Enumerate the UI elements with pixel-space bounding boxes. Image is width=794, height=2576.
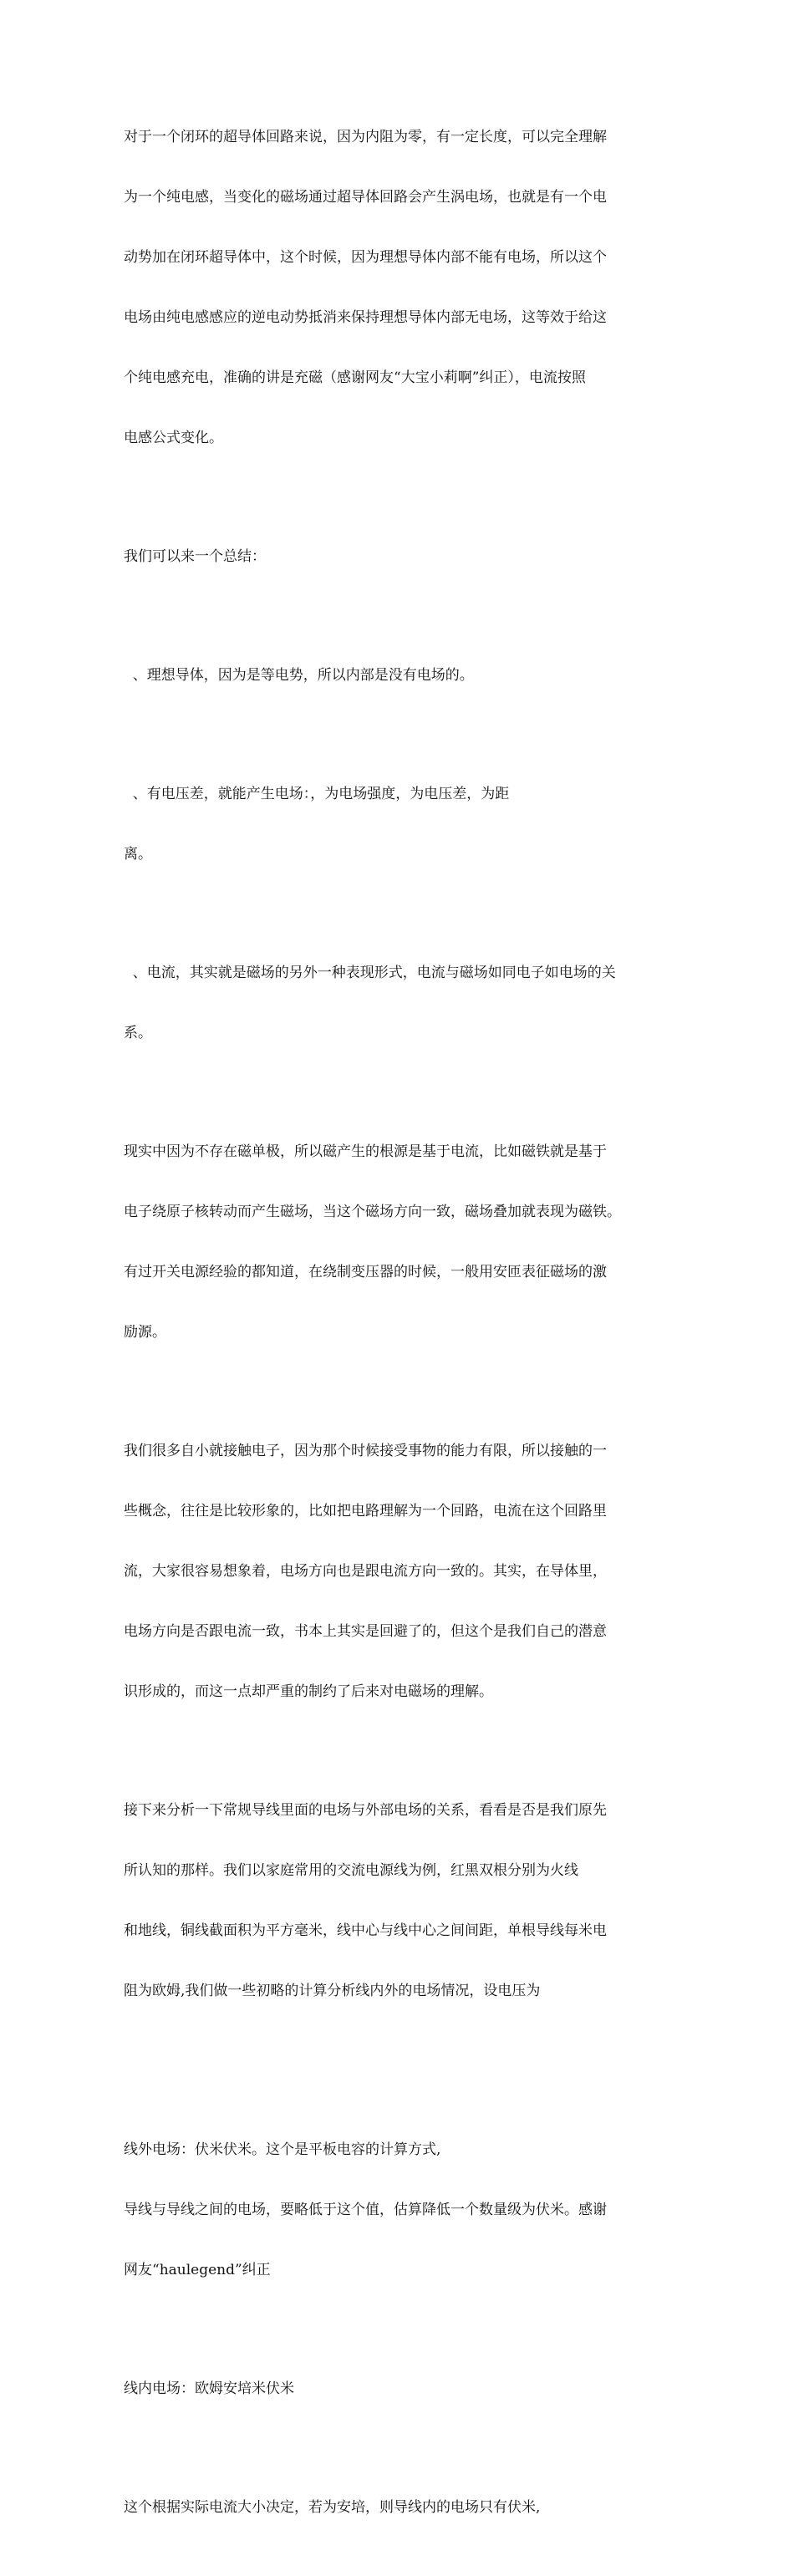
text-line: 线外电场：伏米伏米。这个是平板电容的计算方式, (124, 2141, 441, 2158)
text-line: 为一个纯电感，当变化的磁场通过超导体回路会产生涡电场，也就是有一个电 (124, 189, 607, 206)
text-line: 动势加在闭环超导体中，这个时候，因为理想导体内部不能有电场，所以这个 (124, 249, 607, 266)
text-line: 阻为欧姆,我们做一些初略的计算分析线内外的电场情况，设电压为 (124, 1983, 541, 1999)
text-line: 电子绕原子核转动而产生磁场，当这个磁场方向一致，磁场叠加就表现为磁铁。 (124, 1204, 621, 1220)
text-line: 有过开关电源经验的都知道，在绕制变压器的时候，一般用安匝表征磁场的激 (124, 1264, 607, 1280)
text-line: 、理想导体，因为是等电势，所以内部是没有电场的。 (124, 667, 474, 684)
summary-point-2 (124, 744, 684, 904)
text-line: 个纯电感充电，准确的讲是充磁（感谢网友“大宝小莉啊”纠正），电流按照 (124, 369, 586, 386)
paragraph-inner-field (124, 2339, 684, 2439)
text-line: 线内电场：欧姆安培米伏米 (124, 2380, 294, 2397)
text-line: 、电流，其实就是磁场的另外一种表现形式，电流与磁场如同电子如电场的关 (124, 965, 616, 981)
text-line: 我们可以来一个总结： (124, 548, 266, 565)
text-line: 识形成的，而这一点却严重的制约了后来对电磁场的理解。 (124, 1683, 493, 1700)
text-line: 电感公式变化。 (124, 430, 223, 446)
paragraph-wire-analysis (124, 1760, 684, 2041)
text-line: 系。 (124, 1025, 152, 1041)
paragraph-summary-intro (124, 507, 684, 607)
summary-point-3 (124, 923, 684, 1083)
text-line: 些概念，往往是比较形象的，比如把电路理解为一个回路，电流在这个回路里 (124, 1503, 607, 1520)
text-line: 这个根据实际电流大小决定，若为安培，则导线内的电场只有伏米, (124, 2499, 541, 2516)
paragraph-childhood-concepts (124, 1401, 684, 1742)
text-line: 接下来分析一下常规导线里面的电场与外部电场的关系，看看是否是我们原先 (124, 1802, 607, 1819)
text-line: 电场由纯电感感应的逆电动势抵消来保持理想导体内部无电场，这等效于给这 (124, 309, 607, 326)
paragraph-superconductor-loop (124, 87, 684, 488)
paragraph-current-dependence (124, 2457, 684, 2558)
text-line: 网友“haulegend”纠正 (124, 2262, 271, 2278)
spacer (124, 2059, 684, 2100)
text-line: 、有电压差，就能产生电场：，为电场强度，为电压差，为距 (124, 786, 510, 802)
text-line: 和地线，铜线截面积为平方毫米，线中心与线中心之间间距，单根导线每米电 (124, 1922, 607, 1939)
text-line: 电场方向是否跟电流一致，书本上其实是回避了的，但这个是我们自己的潜意 (124, 1623, 607, 1640)
text-line: 对于一个闭环的超导体回路来说，因为内阻为零，有一定长度，可以完全理解 (124, 129, 607, 145)
paragraph-outer-field (124, 2100, 684, 2320)
text-line: 流，大家很容易想象着，电场方向也是跟电流方向一致的。其实，在导体里， (124, 1563, 607, 1580)
text-line: 离。 (124, 846, 152, 863)
document-body (124, 87, 684, 2576)
text-line: 现实中因为不存在磁单极，所以磁产生的根源是基于电流，比如磁铁就是基于 (124, 1143, 607, 1160)
text-line: 导线与导线之间的电场，要略低于这个值，估算降低一个数量级为伏米。感谢 (124, 2202, 607, 2218)
text-line: 所认知的那样。我们以家庭常用的交流电源线为例，红黑双根分别为火线 (124, 1862, 578, 1879)
text-line: 励源。 (124, 1324, 166, 1341)
paragraph-magnetic-monopole (124, 1102, 684, 1382)
summary-point-1 (124, 625, 684, 725)
text-line: 我们很多自小就接触电子，因为那个时候接受事物的能力有限，所以接触的一 (124, 1443, 607, 1459)
